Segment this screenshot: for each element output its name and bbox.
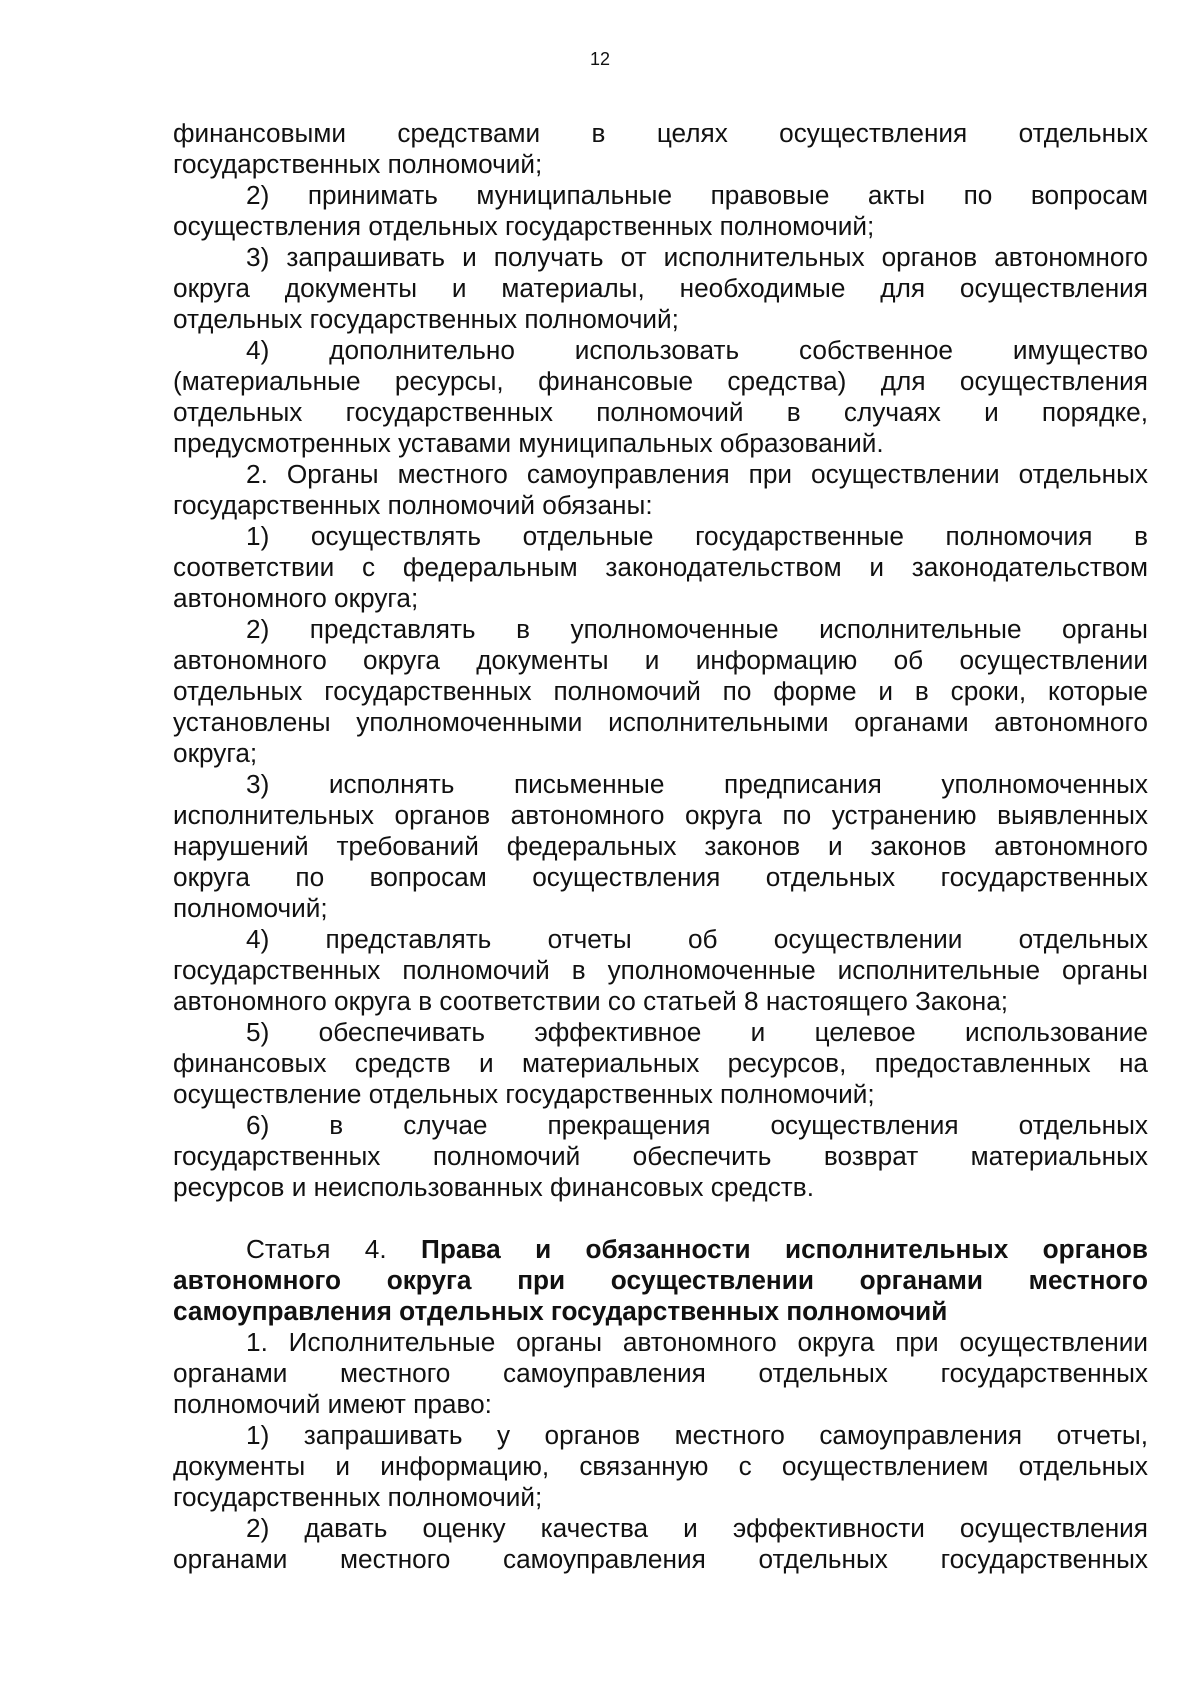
- paragraph-line: 1) осуществлять отдельные государственные полномочия в: [246, 521, 1148, 551]
- paragraph-line: 4) представлять отчеты об осуществлении отдельных: [246, 924, 1148, 954]
- paragraph-line: нарушений требований федеральных законов и законов автономного: [173, 831, 1148, 861]
- article-title: Права и обязанности исполнительных органов: [421, 1234, 1148, 1264]
- section-gap: [173, 1203, 1148, 1234]
- page-number: 12: [589, 49, 611, 69]
- paragraph-line: предусмотренных уставами муниципальных образований.: [173, 428, 884, 458]
- paragraph-line: (материальные ресурсы, финансовые средства) для осуществления: [173, 366, 1148, 396]
- paragraph-line: 3) исполнять письменные предписания уполномоченных: [246, 769, 1148, 799]
- paragraph-line: государственных полномочий;: [173, 149, 543, 179]
- paragraph-line: округа документы и материалы, необходимые для осуществления: [173, 273, 1148, 303]
- paragraph-line: 2. Органы местного самоуправления при осуществлении отдельных: [246, 459, 1148, 489]
- article-heading-line: [173, 1234, 1148, 1265]
- paragraph: [173, 118, 1148, 180]
- paragraph-line: 4) дополнительно использовать собственное имущество: [246, 335, 1148, 365]
- article-paragraph: [173, 1513, 1148, 1575]
- paragraph: [173, 1110, 1148, 1203]
- paragraph-line: ресурсов и неиспользованных финансовых средств.: [173, 1172, 814, 1202]
- paragraph-line: отдельных государственных полномочий;: [173, 304, 679, 334]
- paragraph-line: 5) обеспечивать эффективное и целевое использование: [246, 1017, 1148, 1047]
- paragraph-line: осуществление отдельных государственных полномочий;: [173, 1079, 875, 1109]
- paragraph-line: 2) принимать муниципальные правовые акты по вопросам: [246, 180, 1148, 210]
- paragraph-line: документы и информацию, связанную с осуществлением отдельных: [173, 1451, 1148, 1481]
- paragraph-line: округа по вопросам осуществления отдельных государственных: [173, 862, 1148, 892]
- article-title-line: автономного округа при осуществлении органами местного: [173, 1265, 1148, 1295]
- article-heading: [173, 1234, 1148, 1327]
- paragraph: [173, 1017, 1148, 1110]
- paragraph-line: отдельных государственных полномочий по форме и в сроки, которые: [173, 676, 1148, 706]
- paragraph-line: 1) запрашивать у органов местного самоуправления отчеты,: [246, 1420, 1148, 1450]
- paragraph: [173, 924, 1148, 1017]
- article-paragraph: [173, 1327, 1148, 1420]
- paragraph: [173, 180, 1148, 242]
- paragraph: [173, 521, 1148, 614]
- paragraph-line: органами местного самоуправления отдельных государственных: [173, 1544, 1148, 1574]
- paragraph-line: полномочий;: [173, 893, 328, 923]
- paragraph-line: государственных полномочий;: [173, 1482, 543, 1512]
- paragraph-line: финансовых средств и материальных ресурсов, предоставленных на: [173, 1048, 1148, 1078]
- paragraph-line: государственных полномочий обязаны:: [173, 490, 653, 520]
- paragraph: [173, 242, 1148, 335]
- paragraph-line: 2) представлять в уполномоченные исполнительные органы: [246, 614, 1148, 644]
- paragraph-line: автономного округа;: [173, 583, 419, 613]
- document-body: [173, 118, 1148, 1575]
- paragraph-line: исполнительных органов автономного округа по устранению выявленных: [173, 800, 1148, 830]
- paragraph-line: финансовыми средствами в целях осуществления отдельных: [173, 118, 1148, 148]
- paragraph-line: государственных полномочий в уполномоченные исполнительные органы: [173, 955, 1148, 985]
- paragraph: [173, 614, 1148, 769]
- paragraph: [173, 459, 1148, 521]
- paragraph-line: 3) запрашивать и получать от исполнительных органов автономного: [246, 242, 1148, 272]
- paragraph-line: автономного округа в соответствии со статьей 8 настоящего Закона;: [173, 986, 1009, 1016]
- paragraph-line: 1. Исполнительные органы автономного округа при осуществлении: [246, 1327, 1148, 1357]
- paragraph: [173, 769, 1148, 924]
- paragraph-line: органами местного самоуправления отдельных государственных: [173, 1358, 1148, 1388]
- paragraph-line: соответствии с федеральным законодательством и законодательством: [173, 552, 1148, 582]
- paragraph: [173, 335, 1148, 459]
- paragraph-line: 2) давать оценку качества и эффективности осуществления: [246, 1513, 1148, 1543]
- paragraph-line: 6) в случае прекращения осуществления отдельных: [246, 1110, 1148, 1140]
- paragraph-line: осуществления отдельных государственных полномочий;: [173, 211, 875, 241]
- article-paragraph: [173, 1420, 1148, 1513]
- article-label: Статья 4.: [246, 1234, 387, 1264]
- paragraph-line: автономного округа документы и информацию об осуществлении: [173, 645, 1148, 675]
- article-title-line: самоуправления отдельных государственных полномочий: [173, 1296, 948, 1326]
- paragraph-line: округа;: [173, 738, 258, 768]
- paragraph-line: установлены уполномоченными исполнительными органами автономного: [173, 707, 1148, 737]
- paragraph-line: полномочий имеют право:: [173, 1389, 492, 1419]
- paragraph-line: отдельных государственных полномочий в случаях и порядке,: [173, 397, 1148, 427]
- paragraph-line: государственных полномочий обеспечить возврат материальных: [173, 1141, 1148, 1171]
